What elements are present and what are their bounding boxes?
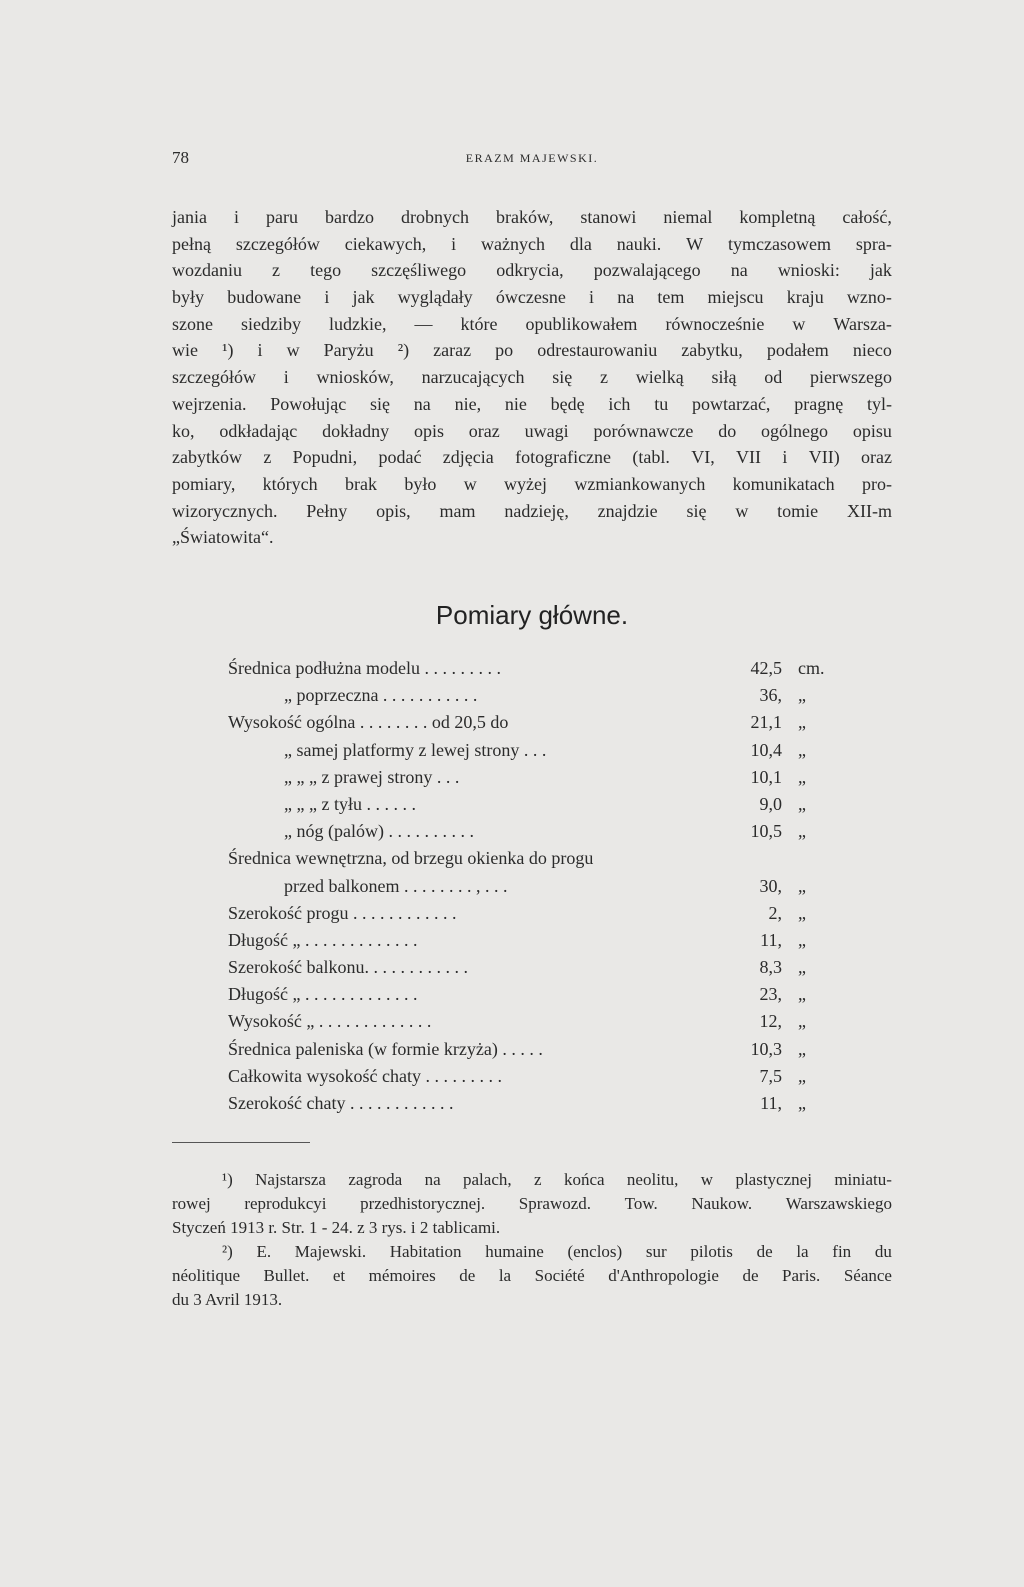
body-line: wie ¹) i w Paryżu ²) zaraz po odrestaurowaniu zabytku, podałem nieco: [172, 340, 892, 361]
body-line: były budowane i jak wyglądały ówczesne i na tem miejscu kraju wzno-: [172, 287, 892, 308]
measurement-unit: „: [798, 1065, 806, 1086]
measurement-row: [228, 658, 858, 685]
measurement-unit: „: [798, 984, 806, 1005]
measurement-label: przed balkonem . . . . . . . . , . . .: [284, 875, 508, 896]
measurement-label: Długość „ . . . . . . . . . . . . .: [228, 984, 418, 1005]
page-header: [172, 148, 892, 172]
measurement-row: [228, 794, 858, 821]
measurement-unit: „: [798, 766, 806, 787]
measurement-unit: „: [798, 1038, 806, 1059]
body-line: jania i paru bardzo drobnych braków, stanowi niemal kompletną całość,: [172, 207, 892, 227]
measurement-label: Długość „ . . . . . . . . . . . . .: [228, 929, 418, 950]
measurement-label: Średnica podłużna modelu . . . . . . . . .: [228, 658, 501, 678]
body-line: pełną szczegółów ciekawych, i ważnych dla nauki. W tymczasowem spra-: [172, 233, 892, 254]
measurements-table: [228, 658, 858, 1120]
page-number: 78: [172, 148, 189, 167]
measurement-row: [228, 984, 858, 1011]
footnote-line: rowej reprodukcyi przedhistorycznej. Sprawozd. Tow. Naukow. Warszawskiego: [172, 1194, 892, 1213]
measurement-value: 9,0: [759, 793, 782, 814]
measurement-row: [228, 1039, 858, 1066]
measurement-label: Wysokość „ . . . . . . . . . . . . .: [228, 1011, 432, 1032]
measurement-unit: „: [798, 929, 806, 950]
measurement-value: 30,: [759, 875, 782, 896]
footnotes: [172, 1168, 892, 1312]
measurement-label: Całkowita wysokość chaty . . . . . . . . .: [228, 1065, 502, 1086]
measurement-label: „ poprzeczna . . . . . . . . . . .: [284, 685, 478, 706]
measurement-value: 36,: [759, 685, 782, 706]
measurement-unit: „: [798, 793, 806, 814]
footnote-rule: [172, 1142, 310, 1143]
measurement-label: Średnica paleniska (w formie krzyża) . . . . .: [228, 1038, 543, 1059]
measurement-row: [228, 876, 858, 903]
body-line: „Światowita“.: [172, 527, 274, 548]
measurement-label: Szerokość balkonu. . . . . . . . . . . .: [228, 957, 468, 978]
running-head: ERAZM MAJEWSKI.: [465, 151, 599, 165]
measurement-unit: „: [798, 875, 806, 896]
measurement-unit: „: [798, 1011, 806, 1032]
measurement-value: 10,1: [750, 766, 782, 787]
footnote-line: ²) E. Majewski. Habitation humaine (enclos) sur pilotis de la fin du: [222, 1242, 892, 1261]
measurement-label: Średnica wewnętrzna, od brzegu okienka do progu: [228, 848, 594, 869]
measurement-label: Szerokość progu . . . . . . . . . . . .: [228, 902, 457, 923]
measurement-row: [228, 903, 858, 930]
body-line: wozdaniu z tego szczęśliwego odkrycia, pozwalającego na wnioski: jak: [172, 260, 892, 281]
section-title: Pomiary główne.: [435, 600, 629, 630]
measurement-unit: „: [798, 1093, 806, 1113]
measurement-row: [228, 1093, 858, 1120]
measurement-unit: cm.: [798, 658, 825, 678]
footnote-line: néolitique Bullet. et mémoires de la Société d'Anthropologie de Paris. Séance: [172, 1266, 892, 1285]
measurement-unit: „: [798, 957, 806, 978]
measurement-row: [228, 930, 858, 957]
measurement-value: 11,: [760, 1093, 782, 1113]
measurement-label: Wysokość ogólna . . . . . . . . od 20,5 do: [228, 712, 509, 733]
measurement-value: 10,4: [750, 739, 782, 760]
measurement-label: „ nóg (palów) . . . . . . . . . .: [284, 821, 474, 842]
measurement-value: 12,: [759, 1011, 782, 1032]
measurement-label: „ „ „ z tyłu . . . . . .: [284, 793, 416, 814]
body-line: szczegółów i wniosków, narzucających się z wielką siłą od pierwszego: [172, 367, 892, 388]
measurement-row: [228, 712, 858, 739]
measurement-value: 2,: [768, 902, 782, 923]
measurement-value: 10,5: [750, 821, 782, 842]
measurement-unit: „: [798, 712, 806, 733]
measurement-label: „ „ „ z prawej strony . . .: [284, 766, 460, 787]
measurement-label: Szerokość chaty . . . . . . . . . . . .: [228, 1093, 454, 1113]
body-line: wizorycznych. Pełny opis, mam nadzieję, znajdzie się w tomie XII-m: [172, 500, 892, 521]
measurement-row: [228, 821, 858, 848]
measurement-row: [228, 1066, 858, 1093]
measurement-unit: „: [798, 821, 806, 842]
body-line: pomiary, których brak było w wyżej wzmiankowanych komunikatach pro-: [172, 473, 892, 494]
measurement-row: [228, 685, 858, 712]
measurement-value: 10,3: [750, 1038, 782, 1059]
measurement-value: 42,5: [750, 658, 782, 678]
body-line: ko, odkładając dokładny opis oraz uwagi porównawcze do ogólnego opisu: [172, 420, 892, 441]
footnote-line: du 3 Avril 1913.: [172, 1290, 283, 1309]
measurement-row: [228, 740, 858, 767]
body-line: zabytków z Popudni, podać zdjęcia fotograficzne (tabl. VI, VII i VII) oraz: [172, 447, 892, 468]
body-line: szone siedziby ludzkie, — które opublikowałem równocześnie w Warsza-: [172, 313, 892, 334]
measurement-row: [228, 1011, 858, 1038]
measurement-value: 8,3: [759, 957, 782, 978]
measurement-value: 23,: [759, 984, 782, 1005]
measurement-unit: „: [798, 739, 806, 760]
body-line: wejrzenia. Powołując się na nie, nie będę ich tu powtarzać, pragnę tyl-: [172, 393, 892, 414]
body-paragraph: [172, 204, 892, 551]
measurement-unit: „: [798, 902, 806, 923]
measurement-label: „ samej platformy z lewej strony . . .: [284, 739, 547, 760]
measurement-value: 21,1: [750, 712, 782, 733]
measurement-value: 7,5: [759, 1065, 782, 1086]
measurement-row: [228, 957, 858, 984]
measurement-value: 11,: [760, 929, 782, 950]
footnote-line: ¹) Najstarsza zagroda na palach, z końca neolitu, w plastycznej miniatu-: [222, 1170, 892, 1189]
measurement-row: [228, 848, 858, 875]
footnote-line: Styczeń 1913 r. Str. 1 - 24. z 3 rys. i 2 tablicami.: [172, 1218, 501, 1237]
measurement-row: [228, 767, 858, 794]
measurement-unit: „: [798, 685, 806, 706]
